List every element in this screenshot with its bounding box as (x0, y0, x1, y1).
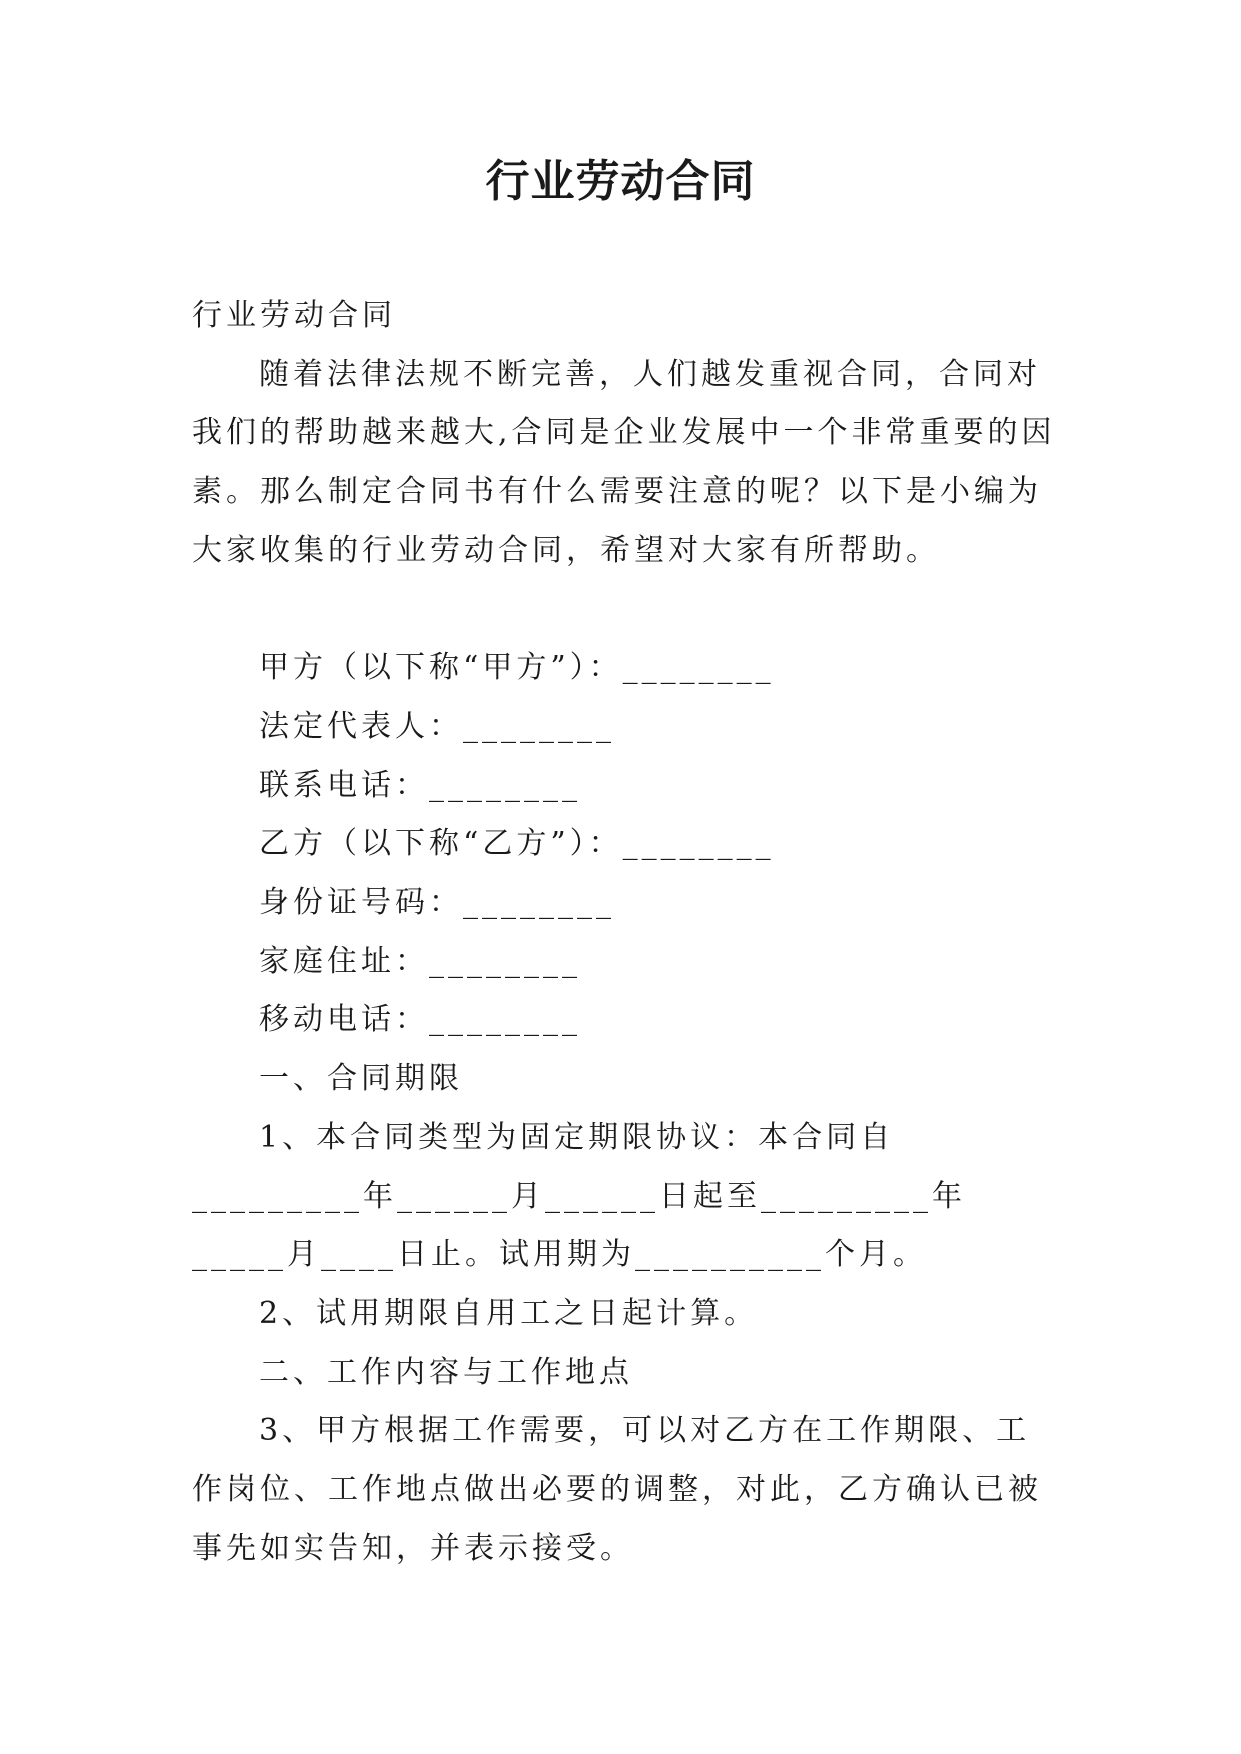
paragraph-spacer (192, 581, 1060, 640)
document-title: 行业劳动合同 (485, 156, 756, 207)
section-heading-work-content: 二、工作内容与工作地点 (259, 1354, 633, 1390)
clause-3: 3、甲方根据工作需要，可以对乙方在工作期限、工作岗位、工作地点做出必要的调整，对此，乙方确认已被事先如实告知，并表示接受。 (192, 1413, 1042, 1566)
field-party-b: 乙方（以下称“乙方”）：________ (259, 826, 775, 862)
field-contact-phone: 联系电话：________ (259, 767, 581, 803)
field-legal-representative: 法定代表人：________ (259, 708, 615, 744)
clause-1: 1、本合同类型为固定期限协议：本合同自_________年______月______日起至_________年_____月____日止。试用期为__________个月。 (192, 1119, 966, 1273)
document-body (192, 287, 1060, 1578)
intro-paragraph: 随着法律法规不断完善，人们越发重视合同，合同对我们的帮助越来越大,合同是企业发展中一个非常重要的因素。那么制定合同书有什么需要注意的呢？以下是小编为大家收集的行业劳动合同，希望对大家有所帮助。 (192, 356, 1056, 568)
field-id-number: 身份证号码：________ (259, 885, 615, 921)
field-mobile-phone: 移动电话：________ (259, 1002, 581, 1038)
field-home-address: 家庭住址：________ (259, 943, 581, 979)
section-heading-contract-term: 一、合同期限 (259, 1061, 463, 1097)
document-subtitle: 行业劳动合同 (192, 298, 396, 333)
clause-2: 2、试用期限自用工之日起计算。 (259, 1295, 759, 1331)
field-party-a: 甲方（以下称“甲方”）：________ (259, 650, 775, 686)
